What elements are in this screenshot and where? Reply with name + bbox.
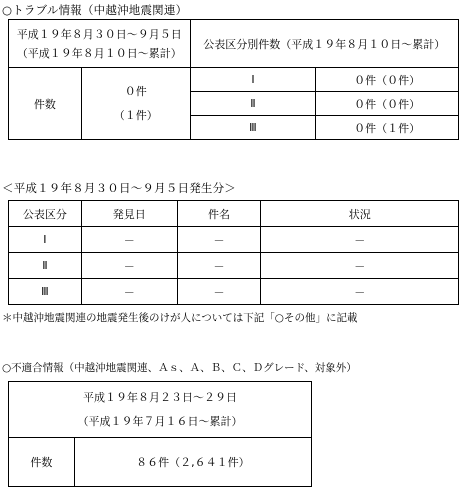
nonconformity-period-cell — [9, 382, 312, 438]
table-row — [9, 279, 459, 305]
col-header-status: 状況 — [261, 201, 459, 227]
trouble-row-category: Ⅲ — [190, 116, 316, 140]
trouble-row-category: Ⅱ — [190, 92, 316, 116]
trouble-row-category: Ⅰ — [190, 68, 316, 92]
trouble-period-cell — [9, 20, 191, 68]
trouble-category-header: 公表区分別件数（平成１９年８月１０日～累計） — [190, 20, 458, 68]
trouble-row-value: ０件（１件） — [316, 116, 459, 140]
trouble-total-line1: ０件 — [124, 84, 147, 98]
trouble-table — [8, 19, 459, 140]
trouble-total-line2: （１件） — [113, 108, 158, 122]
cell-subject: － — [177, 227, 261, 253]
col-header-subject: 件名 — [177, 201, 261, 227]
cell-found-date: － — [81, 253, 177, 279]
table-row — [9, 253, 459, 279]
nonconformity-heading: ○不適合情報（中越沖地震関連、Ａｓ、Ａ、Ｂ、Ｃ、Ｄグレード、対象外） — [2, 362, 357, 374]
nonconformity-period-line2: （平成１９年７月１６日～累計） — [77, 414, 243, 428]
trouble-row-value: ０件（０件） — [316, 68, 459, 92]
cell-status: － — [261, 279, 459, 305]
cell-status: － — [261, 227, 459, 253]
cell-subject: － — [177, 279, 261, 305]
cell-category: Ⅲ — [9, 279, 82, 305]
trouble-row-value: ０件（０件） — [316, 92, 459, 116]
trouble-period-line2: （平成１９年８月１０日～累計） — [16, 46, 182, 60]
col-header-category: 公表区分 — [9, 201, 82, 227]
trouble-count-label: 件数 — [9, 68, 82, 140]
nonconformity-period-line1: 平成１９年８月２３日～２９日 — [83, 390, 237, 404]
cell-category: Ⅰ — [9, 227, 82, 253]
col-header-found-date: 発見日 — [81, 201, 177, 227]
cell-category: Ⅱ — [9, 253, 82, 279]
occurrence-table — [8, 200, 459, 305]
trouble-period-line1: 平成１９年８月３０日～９月５日 — [16, 27, 182, 41]
occurrence-heading: ＜平成１９年８月３０日～９月５日発生分＞ — [2, 181, 236, 195]
cell-found-date: － — [81, 227, 177, 253]
table-row — [9, 227, 459, 253]
trouble-heading: ○トラブル情報（中越沖地震関連） — [2, 3, 188, 17]
injury-note: ＊中越沖地震関連の地震発生後のけが人については下記「○その他」に記載 — [2, 312, 358, 324]
cell-status: － — [261, 253, 459, 279]
cell-subject: － — [177, 253, 261, 279]
nonconformity-count-label: 件数 — [9, 438, 75, 487]
trouble-total-cell — [81, 68, 190, 140]
nonconformity-count-value: ８６件（２,６４１件） — [74, 438, 311, 487]
nonconformity-table — [8, 381, 312, 487]
cell-found-date: － — [81, 279, 177, 305]
